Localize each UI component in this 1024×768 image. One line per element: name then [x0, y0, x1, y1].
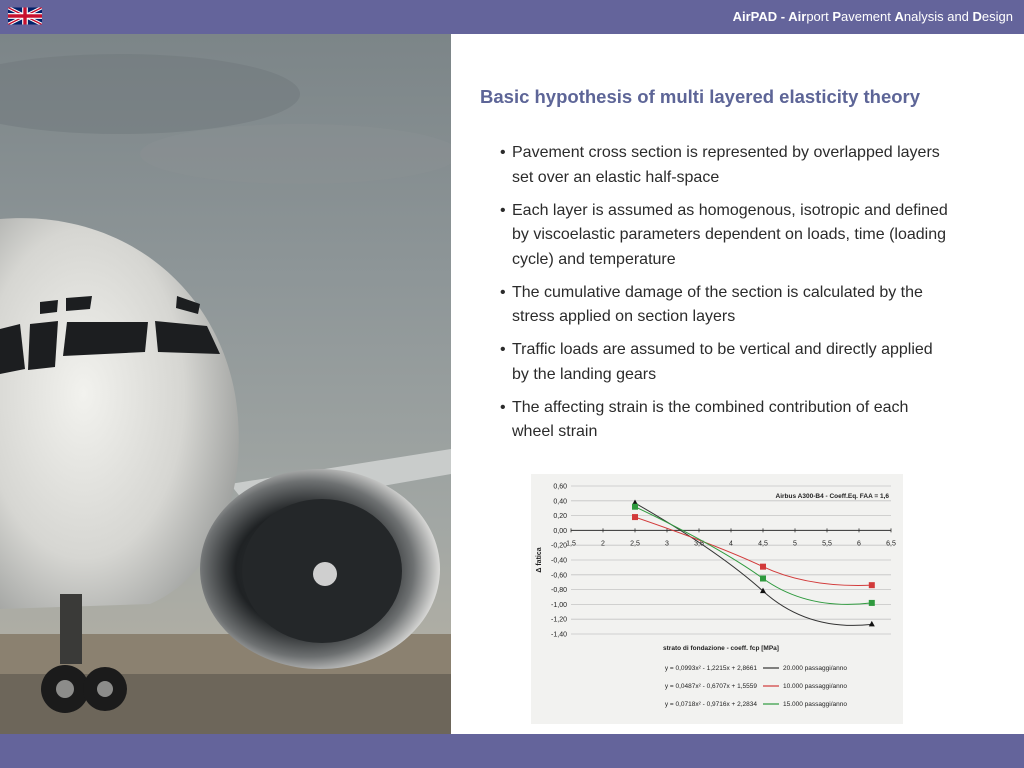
chart-title: Airbus A300-B4 - Coeff.Eq. FAA = 1,6 — [775, 493, 889, 500]
legend-equation: y = 0,0718x² - 0,9716x + 2,2834 — [664, 701, 757, 708]
x-tick-label: 4 — [729, 540, 733, 548]
slide-title: Basic hypothesis of multi layered elasticity theory — [480, 86, 921, 107]
y-tick-label: 0,00 — [553, 527, 567, 535]
data-point — [869, 582, 875, 588]
app-title-part: Air — [788, 9, 807, 24]
bullet-item: • Pavement cross section is represented by overlapped layers set over an elastic half-space — [500, 141, 950, 190]
x-tick-label: 6 — [857, 540, 861, 548]
y-tick-label: -0,40 — [551, 557, 567, 565]
app-title-part: P — [832, 9, 841, 24]
y-tick-label: -0,60 — [551, 572, 567, 580]
legend-label: 20.000 passaggi/anno — [783, 665, 847, 672]
y-tick-label: -0,20 — [551, 542, 567, 550]
app-title-part: D — [972, 9, 982, 24]
bullet-item: • Each layer is assumed as homogenous, isotropic and defined by viscoelastic parameters dependent on loads, time (loading cycle) and temperature — [500, 199, 950, 273]
data-point — [760, 564, 766, 570]
legend-equation: y = 0,0993x² - 1,2215x + 2,8661 — [664, 665, 757, 672]
x-tick-label: 2,5 — [630, 540, 640, 548]
x-tick-label: 4,5 — [758, 540, 768, 548]
legend-equation: y = 0,0487x² - 0,6707x + 1,5559 — [664, 683, 757, 690]
legend-label: 15.000 passaggi/anno — [783, 701, 847, 708]
y-tick-label: -1,00 — [551, 601, 567, 609]
x-tick-label: 3,5 — [694, 540, 704, 548]
app-title-part: nalysis and — [903, 9, 973, 24]
app-title-part: esign — [981, 9, 1013, 24]
data-point — [760, 576, 766, 582]
app-title-part: A — [894, 9, 904, 24]
uk-flag-icon[interactable] — [8, 6, 42, 26]
x-tick-label: 2 — [601, 540, 605, 548]
y-axis-label: Δ fatica — [536, 547, 543, 573]
bullet-list — [500, 141, 950, 453]
fatigue-chart-svg — [531, 474, 903, 724]
app-title-part: avement — [841, 9, 895, 24]
y-tick-label: 0,40 — [553, 498, 567, 506]
x-tick-label: 5 — [793, 540, 797, 548]
y-tick-label: -0,80 — [551, 587, 567, 595]
x-axis-label: strato di fondazione - coeff. fcp [MPa] — [663, 645, 779, 652]
x-tick-label: 6,5 — [886, 540, 896, 548]
airplane-photo — [0, 34, 451, 734]
y-tick-label: -1,20 — [551, 616, 567, 624]
data-point — [632, 514, 638, 520]
y-tick-label: 0,20 — [553, 513, 567, 521]
data-point — [869, 600, 875, 606]
data-point — [760, 588, 766, 594]
bullet-item: • The affecting strain is the combined contribution of each wheel strain — [500, 396, 950, 445]
bullet-item: • The cumulative damage of the section is calculated by the stress applied on section layers — [500, 281, 950, 330]
data-point — [632, 504, 638, 510]
data-point — [869, 621, 875, 627]
fatigue-chart — [531, 474, 903, 724]
x-tick-label: 3 — [665, 540, 669, 548]
header-bar — [0, 0, 1024, 34]
series-line — [635, 503, 872, 625]
x-tick-label: 5,5 — [822, 540, 832, 548]
legend-label: 10.000 passaggi/anno — [783, 683, 847, 690]
bullet-item: • Traffic loads are assumed to be vertical and directly applied by the landing gears — [500, 338, 950, 387]
footer-bar — [0, 734, 1024, 768]
x-tick-label: 1,5 — [566, 540, 576, 548]
y-tick-label: -1,40 — [551, 631, 567, 639]
app-title-part: AirPAD - — [732, 9, 789, 24]
y-tick-label: 0,60 — [553, 483, 567, 491]
app-title — [733, 9, 1013, 24]
app-title-part: port — [806, 9, 833, 24]
